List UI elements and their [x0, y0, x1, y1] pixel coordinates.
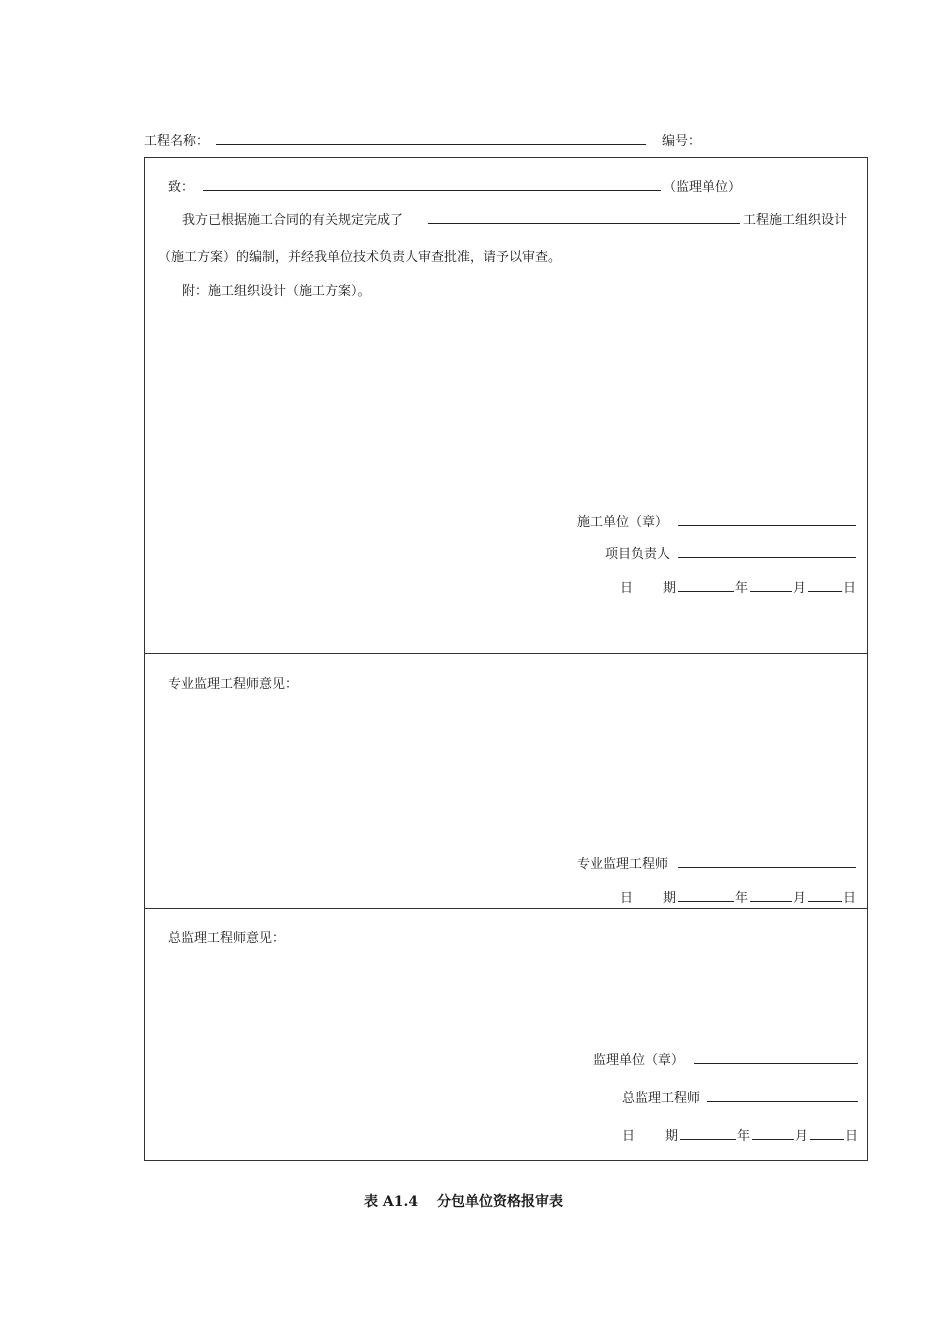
day-label: 日: [843, 581, 857, 596]
date-day-field[interactable]: [808, 901, 842, 902]
chief-engineer-label: 总监理工程师: [622, 1091, 701, 1106]
date-day-field[interactable]: [810, 1139, 844, 1140]
date-year-field[interactable]: [678, 901, 734, 902]
specialist-engineer-field[interactable]: [678, 867, 856, 868]
day-label: 日: [843, 891, 857, 906]
month-label: 月: [795, 1129, 809, 1144]
construction-unit-label: 施工单位（章）: [577, 515, 669, 530]
date-label-ri: 日: [620, 891, 634, 906]
construction-unit-field[interactable]: [678, 525, 856, 526]
supervision-unit-suffix: （监理单位）: [663, 180, 742, 195]
body-line1-suffix: 工程施工组织设计: [743, 213, 848, 228]
date-day-field[interactable]: [808, 591, 842, 592]
project-leader-field[interactable]: [678, 557, 856, 558]
month-label: 月: [793, 581, 807, 596]
supervision-unit-field[interactable]: [203, 190, 661, 191]
year-label: 年: [735, 581, 749, 596]
supervision-unit-seal-field[interactable]: [694, 1063, 858, 1064]
year-label: 年: [735, 891, 749, 906]
date-label-ri: 日: [620, 581, 634, 596]
specialist-engineer-label: 专业监理工程师: [577, 857, 669, 872]
chief-engineer-field[interactable]: [707, 1101, 858, 1102]
day-label: 日: [845, 1129, 859, 1144]
number-label: 编号：: [662, 134, 702, 149]
date-label-qi: 期: [665, 1129, 679, 1144]
section-divider-2: [145, 908, 867, 909]
date-year-field[interactable]: [678, 591, 734, 592]
next-table-caption: 表 A1.4 分包单位资格报审表: [364, 1194, 563, 1210]
chief-opinion-title: 总监理工程师意见：: [168, 931, 286, 946]
project-work-field[interactable]: [428, 223, 740, 224]
project-name-field[interactable]: [216, 144, 646, 145]
specialist-opinion-title: 专业监理工程师意见：: [168, 677, 299, 692]
body-line2: （施工方案）的编制，并经我单位技术负责人审查批准，请予以审查。: [158, 250, 562, 265]
attachment-note: 附：施工组织设计（施工方案）。: [182, 284, 371, 299]
date-label-qi: 期: [663, 581, 677, 596]
body-line1-prefix: 我方已根据施工合同的有关规定完成了: [182, 213, 404, 228]
year-label: 年: [737, 1129, 751, 1144]
date-month-field[interactable]: [750, 591, 792, 592]
date-year-field[interactable]: [680, 1139, 736, 1140]
project-leader-label: 项目负责人: [605, 547, 671, 562]
date-month-field[interactable]: [752, 1139, 794, 1140]
to-label: 致：: [168, 180, 195, 195]
date-label-ri: 日: [622, 1129, 636, 1144]
project-name-label: 工程名称：: [144, 134, 210, 149]
section-divider-1: [145, 653, 867, 654]
date-label-qi: 期: [663, 891, 677, 906]
form-table: [144, 157, 868, 1161]
supervision-unit-seal-label: 监理单位（章）: [593, 1053, 685, 1068]
date-month-field[interactable]: [750, 901, 792, 902]
month-label: 月: [793, 891, 807, 906]
